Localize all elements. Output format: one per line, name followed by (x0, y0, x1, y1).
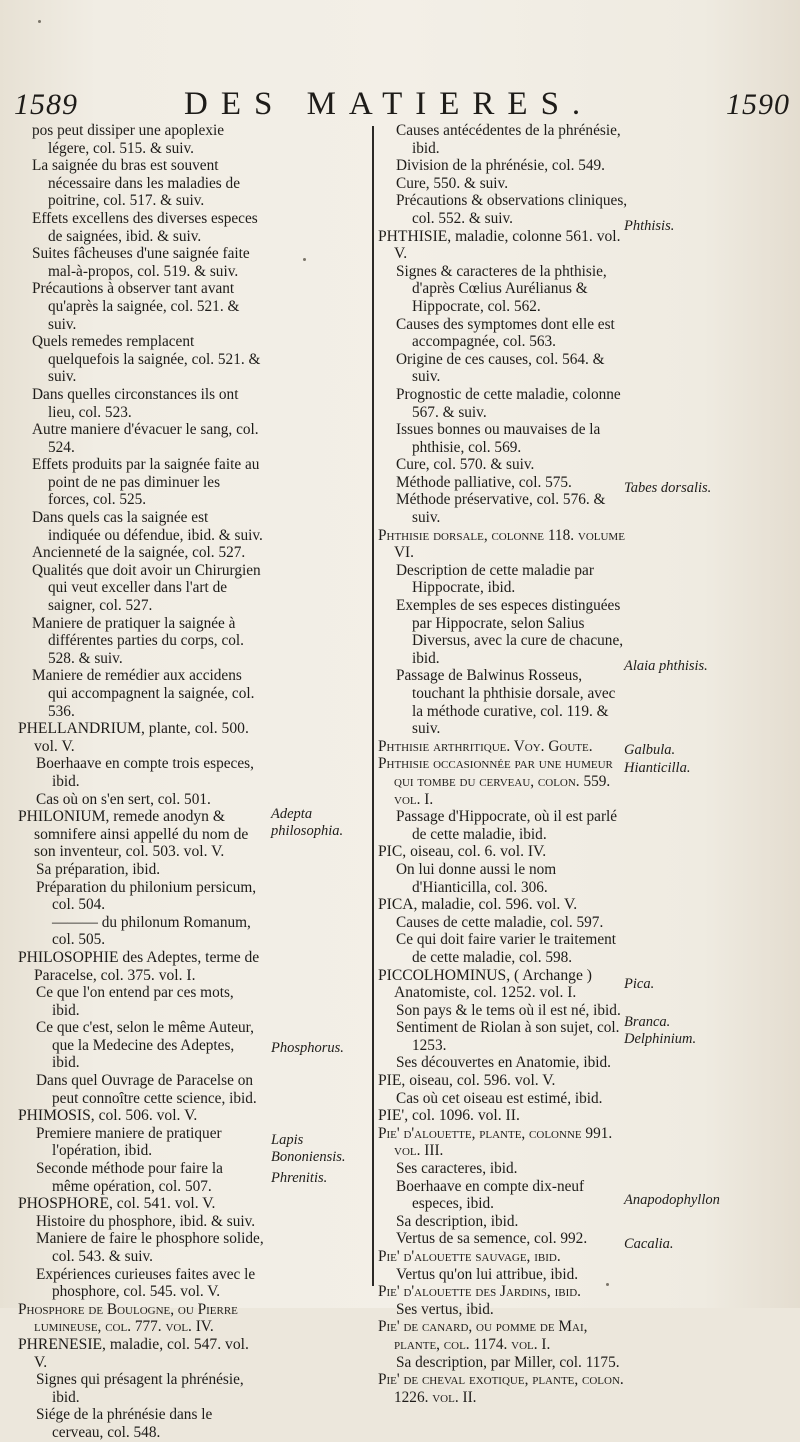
margin-note: Hianticilla. (624, 760, 691, 776)
index-headword-entry: PIC, oiseau, col. 6. vol. IV. (378, 843, 547, 861)
margin-note: Phosphorus. (271, 1040, 344, 1056)
index-headword-entry: PICCOLHOMINUS, ( Archange ) Anatomiste, col. 1252. vol. I. (378, 966, 592, 1002)
index-subentry: ——— du philonum Romanum, col. 505. (52, 913, 251, 949)
index-subentry: Ce qui doit faire varier le traitement de cette maladie, col. 598. (396, 931, 617, 966)
index-subentry: Maniere de pratiquer la saignée à différentes parties du corps, col. 528. & suiv. (32, 614, 244, 667)
index-subentry: Qualités que doit avoir un Chirurgien qui veut exceller dans l'art de saigner, col. 527. (32, 561, 261, 615)
index-subentry: Premiere maniere de pratiquer l'opération, ibid. (36, 1124, 222, 1160)
index-subentry: Effets produits par la saignée faite au point de ne pas diminuer les forces, col. 525. (32, 456, 260, 509)
index-subentry: Autre maniere d'évacuer le sang, col. 524. (32, 421, 259, 456)
margin-note: Anapodophyllon (624, 1192, 720, 1208)
index-subentry: Maniere de remédier aux accidens qui accompagnent la saignée, col. 536. (32, 667, 255, 720)
index-subentry: Préparation du philonium persicum, col. 504. (36, 878, 257, 914)
running-title: DES MATIERES. (184, 86, 594, 122)
index-subentry: Sa description, ibid. (396, 1212, 519, 1230)
index-subentry: Passage d'Hippocrate, où il est parlé de cette maladie, ibid. (396, 808, 618, 843)
index-subentry: Dans quels cas la saignée est indiquée ou défendue, ibid. & suiv. (32, 509, 263, 544)
index-subentry: Vertus qu'on lui attribue, ibid. (396, 1265, 579, 1283)
margin-note: Lapis Bononiensis. (271, 1132, 346, 1165)
index-subentry: Vertus de sa semence, col. 992. (396, 1230, 588, 1248)
index-subentry: Sa préparation, ibid. (36, 860, 161, 878)
paper-speck (606, 1283, 609, 1286)
index-subentry: Boerhaave en compte dix-neuf especes, ibid. (396, 1177, 585, 1213)
index-subentry: Exemples de ses especes distinguées par Hippocrate, selon Salius Diversus, avec la cure de chacune, ibid. (396, 597, 624, 667)
index-subentry: Précautions & observations cliniques, col. 552. & suiv. (396, 192, 628, 227)
index-headword-entry: Pie' d'alouette des Jardins, ibid. (378, 1283, 582, 1301)
index-subentry: Ses vertus, ibid. (396, 1300, 494, 1318)
index-headword-entry: PICA, maladie, col. 596. vol. V. (378, 896, 578, 914)
index-subentry: Méthode préservative, col. 576. & suiv. (396, 491, 606, 527)
index-subentry: On lui donne aussi le nom d'Hianticilla, col. 306. (396, 860, 557, 896)
index-subentry: Ancienneté de la saignée, col. 527. (32, 544, 246, 562)
index-headword-entry: Phosphore de Boulogne, ou Pierre lumineuse, col. 777. vol. IV. (18, 1300, 238, 1336)
index-subentry: Causes des symptomes dont elle est accompagnée, col. 563. (396, 315, 615, 351)
index-subentry: Dans quel Ouvrage de Paracelse on peut connoître cette science, ibid. (36, 1072, 257, 1107)
index-subentry: Signes qui présagent la phrénésie, ibid. (36, 1371, 244, 1406)
margin-note: Tabes dorsalis. (624, 480, 712, 496)
index-subentry: Cure, col. 570. & suiv. (396, 456, 535, 474)
left-page-number: 1589 (14, 88, 78, 121)
index-subentry: Cas où cet oiseau est estimé, ibid. (396, 1089, 603, 1107)
paper-speck (303, 258, 306, 261)
index-headword-entry: Phthisie dorsale, colonne 118. volume VI. (378, 526, 625, 562)
margin-note: Phthisis. (624, 218, 675, 234)
index-headword-entry: Pie' d'alouette, plante, colonne 991. vol. III. (378, 1124, 613, 1160)
index-subentry: Cure, 550. & suiv. (396, 174, 509, 192)
index-headword-entry: PHILOSOPHIE des Adeptes, terme de Paracelse, col. 375. vol. I. (18, 948, 260, 984)
index-headword-entry: PIE', col. 1096. vol. II. (378, 1107, 520, 1125)
index-subentry: pos peut dissiper une apoplexie légere, col. 515. & suiv. (32, 122, 225, 157)
index-subentry: Expériences curieuses faites avec le phosphore, col. 545. vol. V. (36, 1265, 256, 1301)
index-subentry: Ses caracteres, ibid. (396, 1160, 518, 1178)
right-index-column (378, 122, 628, 1406)
margin-note: Alaia phthisis. (624, 658, 708, 674)
index-subentry: Histoire du phosphore, ibid. & suiv. (36, 1212, 256, 1230)
index-subentry: Siége de la phrénésie dans le cerveau, col. 548. (36, 1406, 213, 1441)
index-subentry: Boerhaave en compte trois especes, ibid. (36, 755, 254, 790)
paper-speck (38, 20, 41, 23)
index-subentry: Description de cette maladie par Hippocrate, ibid. (396, 561, 594, 597)
index-subentry: Prognostic de cette maladie, colonne 567. & suiv. (396, 385, 621, 421)
index-subentry: Sa description, par Miller, col. 1175. (396, 1353, 620, 1371)
index-headword-entry: PHTHISIE, maladie, colonne 561. vol. V. (378, 227, 621, 263)
index-subentry: Effets excellens des diverses especes de saignées, ibid. & suiv. (32, 209, 258, 245)
index-subentry: Dans quelles circonstances ils ont lieu, col. 523. (32, 385, 239, 421)
index-headword-entry: PIE, oiseau, col. 596. vol. V. (378, 1072, 556, 1090)
index-subentry: Sentiment de Riolan à son sujet, col. 1253. (396, 1019, 620, 1054)
index-subentry: Origine de ces causes, col. 564. & suiv. (396, 350, 605, 386)
index-subentry: Quels remedes remplacent quelquefois la saignée, col. 521. & suiv. (32, 333, 261, 386)
index-headword-entry: PHRENESIE, maladie, col. 547. vol. V. (18, 1335, 249, 1371)
column-divider (372, 126, 374, 1286)
index-subentry: Causes de cette maladie, col. 597. (396, 913, 604, 931)
index-subentry: Maniere de faire le phosphore solide, col. 543. & suiv. (36, 1230, 264, 1265)
index-subentry: Seconde méthode pour faire la même opération, col. 507. (36, 1160, 223, 1195)
index-headword-entry: Phthisie occasionnée par une humeur qui tombe du cerveau, colon. 559. vol. I. (378, 755, 613, 808)
margin-note: Branca. (624, 1014, 671, 1030)
margin-note: Pica. (624, 976, 655, 992)
page-header (14, 84, 794, 126)
index-headword-entry: PHIMOSIS, col. 506. vol. V. (18, 1107, 198, 1125)
index-subentry: Passage de Balwinus Rosseus, touchant la phthisie dorsale, avec la méthode curative, col. 119. & suiv. (396, 667, 616, 738)
margin-note: Cacalia. (624, 1236, 674, 1252)
index-subentry: Ce que c'est, selon le même Auteur, que la Medecine des Adeptes, ibid. (36, 1019, 254, 1072)
index-headword-entry: Pie' d'alouette sauvage, ibid. (378, 1248, 561, 1265)
margin-note: Delphinium. (624, 1031, 697, 1047)
index-subentry: Causes antécédentes de la phrénésie, ibid. (396, 122, 621, 157)
index-subentry: Issues bonnes ou mauvaises de la phthisie, col. 569. (396, 421, 601, 456)
index-subentry: Cas où on s'en sert, col. 501. (36, 790, 211, 808)
margin-note: Adepta philosophia. (271, 806, 344, 839)
index-subentry: Son pays & le tems où il est né, ibid. (396, 1001, 621, 1019)
index-subentry: Division de la phrénésie, col. 549. (396, 157, 606, 175)
right-page-number: 1590 (726, 88, 790, 121)
left-index-column (18, 122, 264, 1441)
index-headword-entry: PHILONIUM, remede anodyn & somnifere ainsi appellé du nom de son inventeur, col. 503. vol. V. (18, 808, 249, 861)
index-headword-entry: PHELLANDRIUM, plante, col. 500. vol. V. (18, 720, 249, 755)
index-subentry: La saignée du bras est souvent nécessaire dans les maladies de poitrine, col. 517. & suiv. (32, 157, 240, 210)
index-headword-entry: PHOSPHORE, col. 541. vol. V. (18, 1195, 216, 1213)
margin-note: Galbula. (624, 742, 676, 758)
index-headword-entry: Pie' de canard, ou pomme de Mai, plante, col. 1174. vol. I. (378, 1318, 588, 1353)
margin-note: Phrenitis. (271, 1170, 328, 1186)
index-subentry: Ce que l'on entend par ces mots, ibid. (36, 984, 234, 1019)
index-subentry: Méthode palliative, col. 575. (396, 473, 572, 491)
index-headword-entry: Pie' de cheval exotique, plante, colon. 1226. vol. II. (378, 1371, 624, 1406)
index-subentry: Précautions à observer tant avant qu'après la saignée, col. 521. & suiv. (32, 280, 240, 333)
index-subentry: Ses découvertes en Anatomie, ibid. (396, 1054, 611, 1072)
index-subentry: Suites fâcheuses d'une saignée faite mal-à-propos, col. 519. & suiv. (32, 245, 250, 280)
index-subentry: Signes & caracteres de la phthisie, d'après Cœlius Aurélianus & Hippocrate, col. 562. (396, 262, 607, 315)
index-headword-entry: Phthisie arthritique. Voy. Goute. (378, 737, 593, 755)
